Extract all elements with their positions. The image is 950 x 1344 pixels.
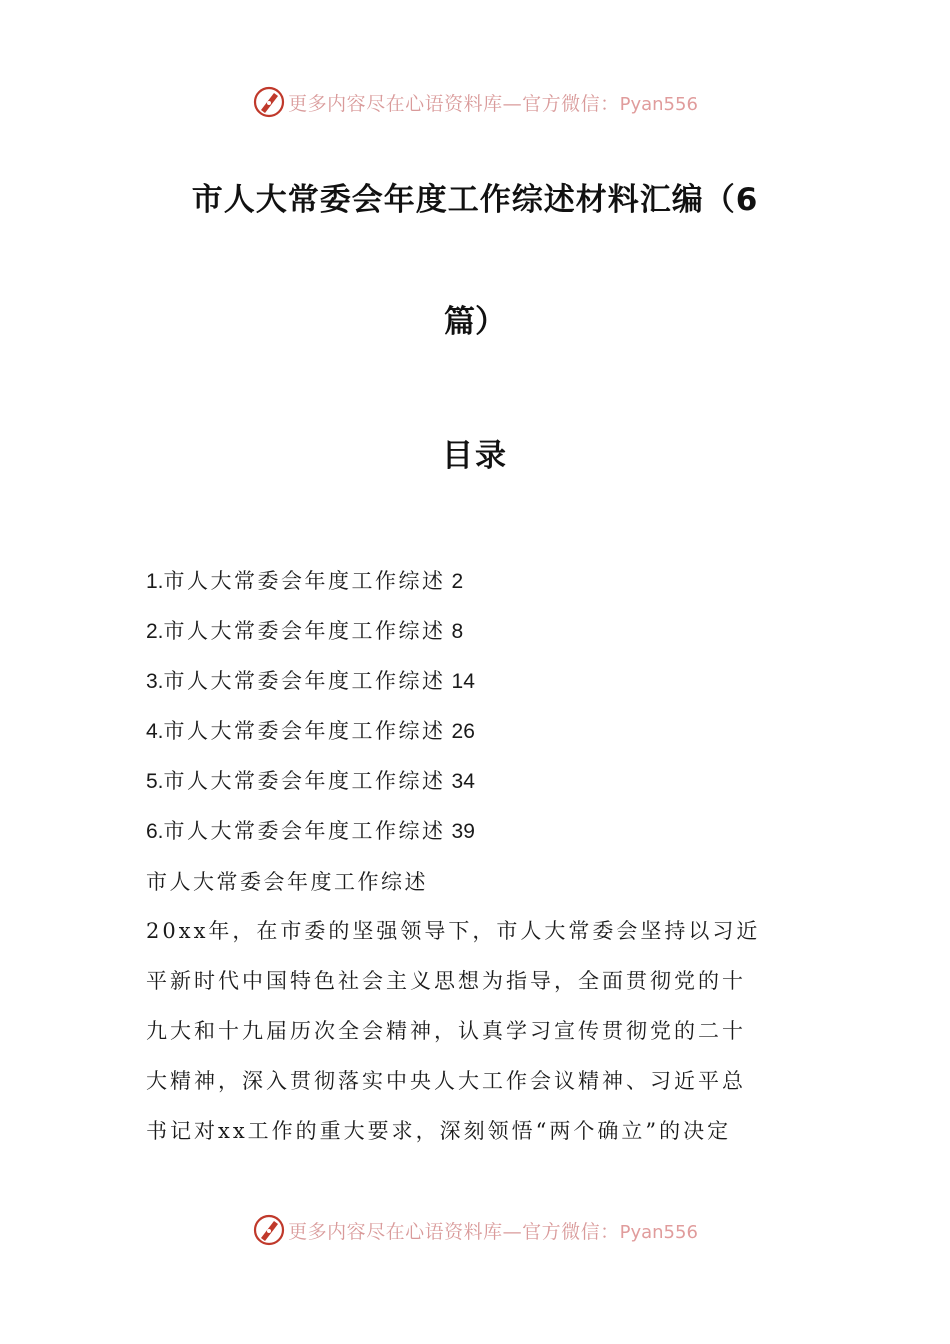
section-title: 市人大常委会年度工作综述 [146,870,428,894]
paragraph-line: 大精神，深入贯彻落实中央人大工作会议精神、习近平总 [146,1069,746,1093]
watermark-banner-top [0,82,950,122]
paragraph-line: 九大和十九届历次全会精神，认真学习宣传贯彻党的二十 [146,1019,746,1043]
table-of-contents [146,566,475,866]
document-title-line-1: 市人大常委会年度工作综述材料汇编（6 [191,182,759,218]
toc-item[interactable] [146,766,475,816]
toc-item-number: 5. [146,770,164,793]
body-paragraph [146,916,806,1166]
toc-item-label: 市人大常委会年度工作综述 [163,569,446,593]
toc-item-number: 4. [146,720,164,743]
toc-item-label: 市人大常委会年度工作综述 [163,619,446,643]
watermark-wechat-id: Pyan556 [619,1221,698,1243]
toc-item-number: 3. [146,670,164,693]
toc-item-label: 市人大常委会年度工作综述 [163,669,446,693]
watermark-wechat-id: Pyan556 [619,93,698,115]
toc-item[interactable] [146,716,475,766]
toc-item-label: 市人大常委会年度工作综述 [163,819,446,843]
toc-item-page: 39 [451,820,475,843]
toc-item-number: 2. [146,620,164,643]
toc-item[interactable] [146,816,475,866]
toc-item-number: 6. [146,820,164,843]
watermark-text: 更多内容尽在心语资料库—官方微信： [288,1220,620,1243]
toc-heading: 目录 [442,438,508,474]
paragraph-line: 20xx年，在市委的坚强领导下，市人大常委会坚持以习近 [146,919,761,943]
paragraph-line: 书记对xx工作的重大要求，深刻领悟“两个确立”的决定 [146,1119,732,1143]
pen-nib-circle-icon [252,85,286,119]
toc-item-number: 1. [146,570,164,593]
toc-item-page: 14 [451,670,475,693]
paragraph-line: 平新时代中国特色社会主义思想为指导，全面贯彻党的十 [146,969,746,993]
toc-item-page: 34 [451,770,475,793]
watermark-text: 更多内容尽在心语资料库—官方微信： [288,92,620,115]
toc-item-page: 2 [451,570,464,593]
toc-item-page: 26 [451,720,475,743]
pen-nib-circle-icon [252,1213,286,1247]
toc-item[interactable] [146,566,475,616]
toc-item-label: 市人大常委会年度工作综述 [163,719,446,743]
toc-item-page: 8 [451,620,464,643]
document-title-line-2: 篇） [444,304,506,340]
toc-item[interactable] [146,616,475,666]
toc-item[interactable] [146,666,475,716]
toc-item-label: 市人大常委会年度工作综述 [163,769,446,793]
watermark-banner-bottom [0,1210,950,1250]
